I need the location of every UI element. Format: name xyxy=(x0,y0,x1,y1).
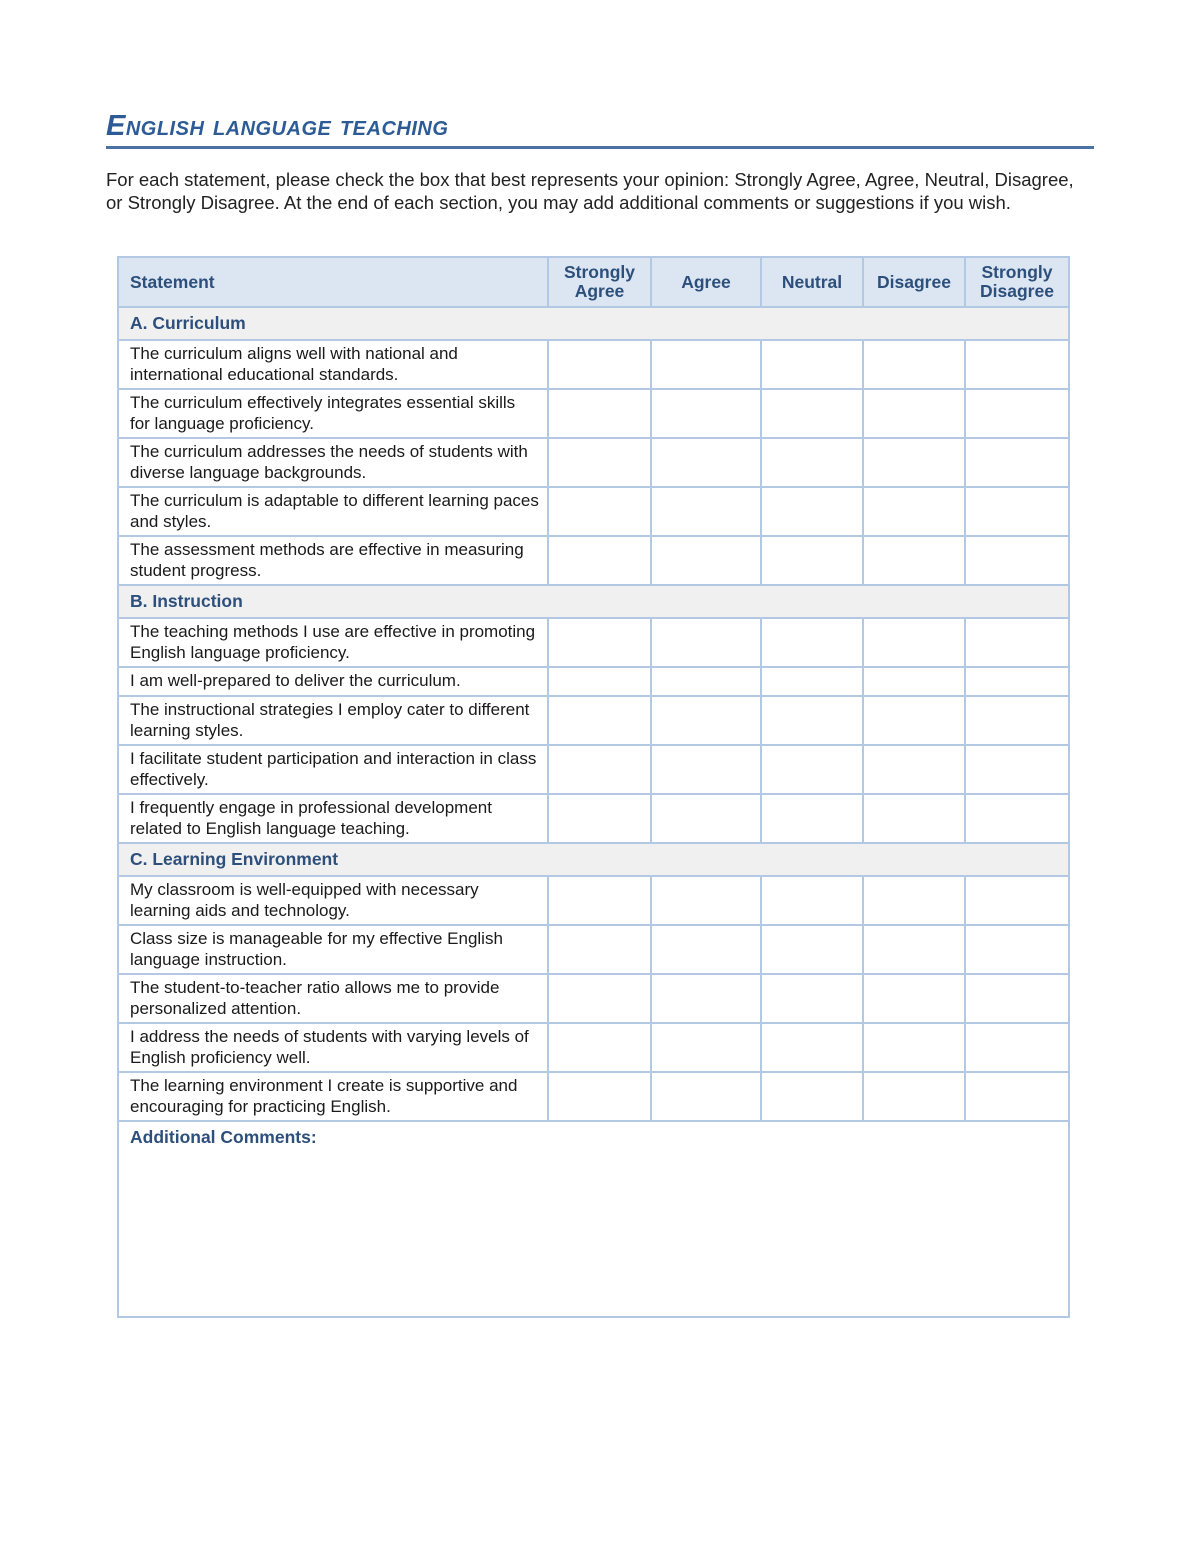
neutral-checkbox[interactable] xyxy=(761,389,863,438)
statement-text: I frequently engage in professional development related to English language teaching. xyxy=(118,794,548,843)
disagree-checkbox[interactable] xyxy=(863,487,965,536)
strongly-agree-checkbox[interactable] xyxy=(548,745,651,794)
strongly-agree-checkbox[interactable] xyxy=(548,340,651,389)
neutral-checkbox[interactable] xyxy=(761,1072,863,1121)
strongly-disagree-checkbox[interactable] xyxy=(965,974,1069,1023)
strongly-agree-checkbox[interactable] xyxy=(548,667,651,696)
disagree-checkbox[interactable] xyxy=(863,1072,965,1121)
strongly-agree-checkbox[interactable] xyxy=(548,1072,651,1121)
table-row xyxy=(118,745,1069,794)
agree-checkbox[interactable] xyxy=(651,876,761,925)
strongly-disagree-checkbox[interactable] xyxy=(965,925,1069,974)
disagree-checkbox[interactable] xyxy=(863,974,965,1023)
strongly-agree-checkbox[interactable] xyxy=(548,487,651,536)
disagree-checkbox[interactable] xyxy=(863,794,965,843)
statement-text: The curriculum effectively integrates essential skills for language proficiency. xyxy=(118,389,548,438)
strongly-agree-checkbox[interactable] xyxy=(548,794,651,843)
neutral-checkbox[interactable] xyxy=(761,667,863,696)
strongly-disagree-checkbox[interactable] xyxy=(965,794,1069,843)
section-row-learning-environment xyxy=(118,843,1069,876)
strongly-agree-checkbox[interactable] xyxy=(548,618,651,667)
statement-text: The instructional strategies I employ cater to different learning styles. xyxy=(118,696,548,745)
disagree-checkbox[interactable] xyxy=(863,618,965,667)
statement-text: The learning environment I create is supportive and encouraging for practicing English. xyxy=(118,1072,548,1121)
neutral-checkbox[interactable] xyxy=(761,876,863,925)
table-row xyxy=(118,487,1069,536)
statement-text: I am well-prepared to deliver the curriculum. xyxy=(118,667,548,696)
agree-checkbox[interactable] xyxy=(651,794,761,843)
statement-text: I address the needs of students with varying levels of English proficiency well. xyxy=(118,1023,548,1072)
header-agree: Agree xyxy=(651,257,761,307)
header-neutral: Neutral xyxy=(761,257,863,307)
agree-checkbox[interactable] xyxy=(651,696,761,745)
neutral-checkbox[interactable] xyxy=(761,1023,863,1072)
statement-text: The curriculum aligns well with national and international educational standards. xyxy=(118,340,548,389)
strongly-agree-checkbox[interactable] xyxy=(548,974,651,1023)
header-strongly-disagree: Strongly Disagree xyxy=(965,257,1069,307)
neutral-checkbox[interactable] xyxy=(761,438,863,487)
strongly-disagree-checkbox[interactable] xyxy=(965,696,1069,745)
table-row xyxy=(118,696,1069,745)
strongly-agree-checkbox[interactable] xyxy=(548,536,651,585)
statement-text: I facilitate student participation and interaction in class effectively. xyxy=(118,745,548,794)
disagree-checkbox[interactable] xyxy=(863,876,965,925)
comments-row xyxy=(118,1121,1069,1317)
header-disagree: Disagree xyxy=(863,257,965,307)
strongly-disagree-checkbox[interactable] xyxy=(965,438,1069,487)
table-row xyxy=(118,876,1069,925)
additional-comments-box[interactable] xyxy=(118,1121,1069,1317)
header-statement: Statement xyxy=(118,257,548,307)
strongly-disagree-checkbox[interactable] xyxy=(965,340,1069,389)
statement-text: My classroom is well-equipped with necessary learning aids and technology. xyxy=(118,876,548,925)
agree-checkbox[interactable] xyxy=(651,438,761,487)
strongly-agree-checkbox[interactable] xyxy=(548,876,651,925)
table-row xyxy=(118,438,1069,487)
table-row xyxy=(118,974,1069,1023)
section-row-instruction xyxy=(118,585,1069,618)
statement-text: The student-to-teacher ratio allows me to provide personalized attention. xyxy=(118,974,548,1023)
disagree-checkbox[interactable] xyxy=(863,536,965,585)
agree-checkbox[interactable] xyxy=(651,487,761,536)
statement-text: The assessment methods are effective in measuring student progress. xyxy=(118,536,548,585)
strongly-agree-checkbox[interactable] xyxy=(548,389,651,438)
strongly-disagree-checkbox[interactable] xyxy=(965,536,1069,585)
table-row xyxy=(118,1072,1069,1121)
section-row-curriculum xyxy=(118,307,1069,340)
disagree-checkbox[interactable] xyxy=(863,438,965,487)
agree-checkbox[interactable] xyxy=(651,1023,761,1072)
neutral-checkbox[interactable] xyxy=(761,696,863,745)
strongly-agree-checkbox[interactable] xyxy=(548,1023,651,1072)
neutral-checkbox[interactable] xyxy=(761,487,863,536)
agree-checkbox[interactable] xyxy=(651,1072,761,1121)
disagree-checkbox[interactable] xyxy=(863,696,965,745)
table-row xyxy=(118,925,1069,974)
additional-comments-label: Additional Comments: xyxy=(130,1127,317,1147)
statement-text: The curriculum is adaptable to different learning paces and styles. xyxy=(118,487,548,536)
agree-checkbox[interactable] xyxy=(651,925,761,974)
strongly-disagree-checkbox[interactable] xyxy=(965,667,1069,696)
survey-table xyxy=(117,256,1070,1318)
agree-checkbox[interactable] xyxy=(651,974,761,1023)
strongly-agree-checkbox[interactable] xyxy=(548,925,651,974)
strongly-agree-checkbox[interactable] xyxy=(548,696,651,745)
table-row xyxy=(118,794,1069,843)
neutral-checkbox[interactable] xyxy=(761,618,863,667)
section-title: C. Learning Environment xyxy=(118,843,1069,876)
neutral-checkbox[interactable] xyxy=(761,925,863,974)
table-row xyxy=(118,389,1069,438)
table-row xyxy=(118,667,1069,696)
strongly-disagree-checkbox[interactable] xyxy=(965,1072,1069,1121)
agree-checkbox[interactable] xyxy=(651,536,761,585)
table-row xyxy=(118,618,1069,667)
agree-checkbox[interactable] xyxy=(651,618,761,667)
neutral-checkbox[interactable] xyxy=(761,974,863,1023)
header-row xyxy=(118,257,1069,307)
agree-checkbox[interactable] xyxy=(651,340,761,389)
disagree-checkbox[interactable] xyxy=(863,667,965,696)
strongly-disagree-checkbox[interactable] xyxy=(965,1023,1069,1072)
neutral-checkbox[interactable] xyxy=(761,794,863,843)
neutral-checkbox[interactable] xyxy=(761,340,863,389)
agree-checkbox[interactable] xyxy=(651,745,761,794)
instructions-paragraph: For each statement, please check the box that best represents your opinion: Strongly Agree, Agree, Neutral, Disagree, or Strongly Disagree. At the end of each section, you may add additional comments or suggestions if you wish. xyxy=(106,169,1074,213)
strongly-disagree-checkbox[interactable] xyxy=(965,876,1069,925)
table-row xyxy=(118,1023,1069,1072)
disagree-checkbox[interactable] xyxy=(863,745,965,794)
disagree-checkbox[interactable] xyxy=(863,1023,965,1072)
agree-checkbox[interactable] xyxy=(651,667,761,696)
disagree-checkbox[interactable] xyxy=(863,340,965,389)
table-row xyxy=(118,536,1069,585)
neutral-checkbox[interactable] xyxy=(761,536,863,585)
strongly-disagree-checkbox[interactable] xyxy=(965,745,1069,794)
disagree-checkbox[interactable] xyxy=(863,925,965,974)
section-title: B. Instruction xyxy=(118,585,1069,618)
strongly-disagree-checkbox[interactable] xyxy=(965,389,1069,438)
table-row xyxy=(118,340,1069,389)
agree-checkbox[interactable] xyxy=(651,389,761,438)
statement-text: The curriculum addresses the needs of students with diverse language backgrounds. xyxy=(118,438,548,487)
statement-text: The teaching methods I use are effective in promoting English language proficiency. xyxy=(118,618,548,667)
header-strongly-agree: Strongly Agree xyxy=(548,257,651,307)
disagree-checkbox[interactable] xyxy=(863,389,965,438)
section-title: A. Curriculum xyxy=(118,307,1069,340)
strongly-disagree-checkbox[interactable] xyxy=(965,487,1069,536)
neutral-checkbox[interactable] xyxy=(761,745,863,794)
page-title: English language teaching xyxy=(106,108,1094,149)
strongly-disagree-checkbox[interactable] xyxy=(965,618,1069,667)
strongly-agree-checkbox[interactable] xyxy=(548,438,651,487)
statement-text: Class size is manageable for my effective English language instruction. xyxy=(118,925,548,974)
